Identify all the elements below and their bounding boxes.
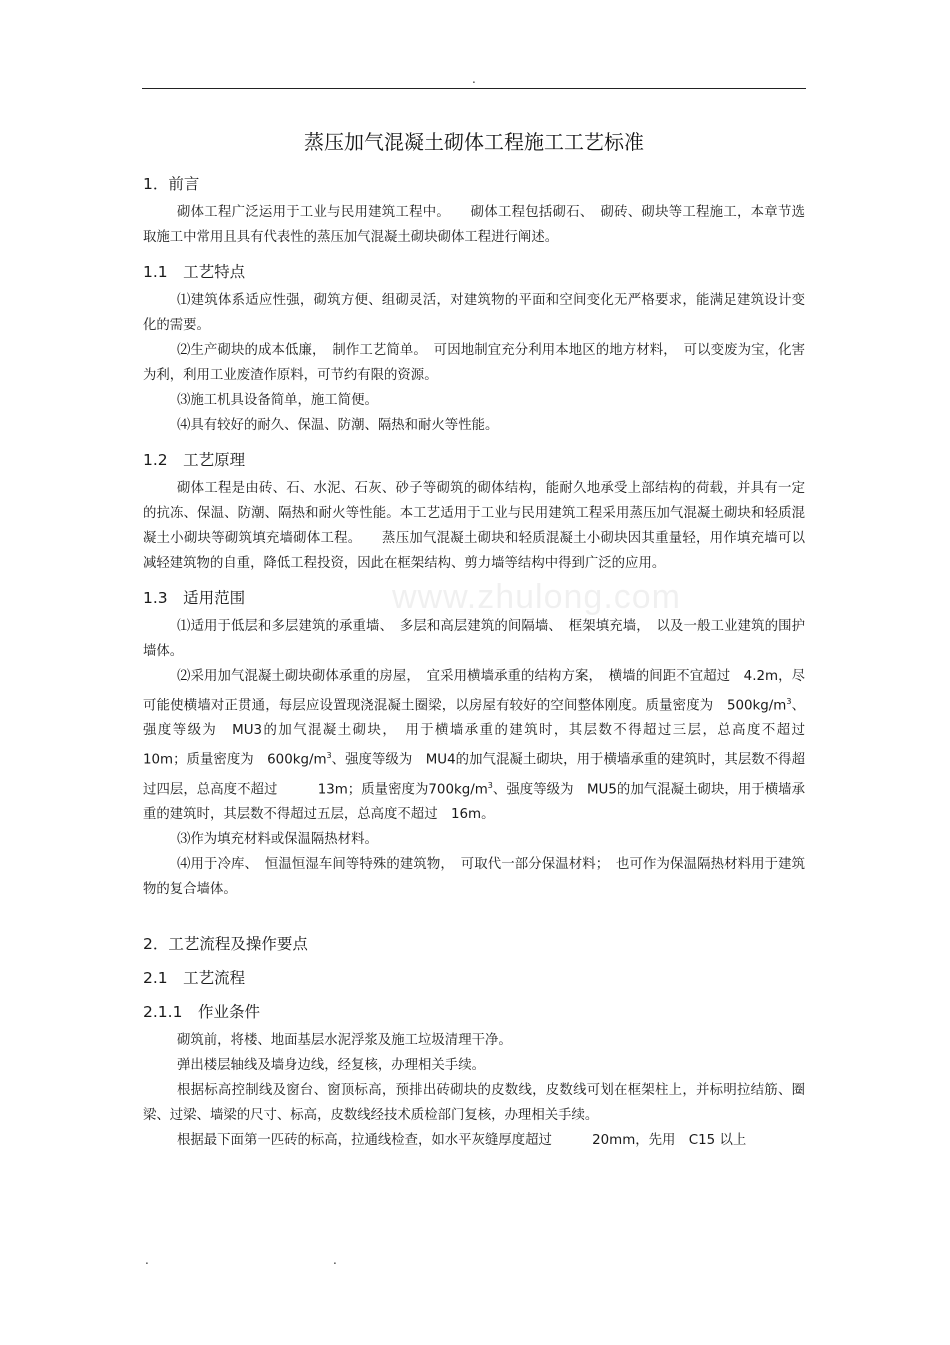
item-2-part-d: 、强度等级为 MU5的加气混凝土砌块，用于横墙承重的建筑时，其层数不得超过五层，总高度不超过 16m。 <box>143 782 805 823</box>
header-dot: . <box>472 72 476 86</box>
section-2-heading: 2．工艺流程及操作要点 <box>143 935 308 954</box>
section-2-1-1-item-2: 弹出楼层轴线及墙身边线，经复核，办理相关手续。 <box>177 1058 485 1074</box>
superscript-3: 3 <box>487 780 493 790</box>
section-2-1-1-item-4: 根据最下面第一匹砖的标高，拉通线检查，如水平灰缝厚度超过 20mm，先用 C15 以上 <box>177 1133 747 1149</box>
section-1-3-item-1: ⑴适用于低层和多层建筑的承重墙、 多层和高层建筑的间隔墙、 框架填充墙， 以及一般工业建筑的围护墙体。 <box>143 619 805 659</box>
superscript-2: 3 <box>326 751 332 761</box>
section-1-1-item-2: ⑵生产砌块的成本低廉， 制作工艺简单。 可因地制宜充分利用本地区的地方材料， 可以变废为宝，化害为利，利用工业废渣作原料，可节约有限的资源。 <box>143 343 805 383</box>
section-1-1-item-4: ⑷具有较好的耐久、保温、防潮、隔热和耐火等性能。 <box>177 418 499 433</box>
superscript-1: 3 <box>786 697 792 706</box>
document-body <box>143 122 832 1153</box>
item-2-part-b: 、强度等级为 MU3的加气混凝土砌块， 用于横墙承重的建筑时，其层数不得超过三层，总高度不超过 10m；质量密度为 600kg/m <box>143 698 832 768</box>
section-spacer <box>143 902 805 922</box>
section-1-intro: 砌体工程广泛运用于工业与民用建筑工程中。 砌体工程包括砌石、 砌砖、砌块等工程施工，本章节选取施工中常用且具有代表性的蒸压加气混凝土砌块砌体工程进行阐述。 <box>143 205 805 245</box>
section-1-1-heading: 1.1 工艺特点 <box>143 263 246 281</box>
section-1-3-item-3: ⑶作为填充材料或保温隔热材料。 <box>177 832 378 848</box>
watermark: www.zhulong.com <box>392 578 682 616</box>
section-2-1-1-heading: 2.1.1 作业条件 <box>143 1003 260 1022</box>
section-2-1-1-item-3: 根据标高控制线及窗台、窗顶标高，预排出砖砌块的皮数线，皮数线可划在框架柱上，并标明拉结筋、圈梁、过梁、墙梁的尺寸、标高，皮数线经技术质检部门复核，办理相关手续。 <box>143 1083 805 1124</box>
section-1-3-item-2 <box>143 664 832 827</box>
section-1-heading: 1．前言 <box>143 175 200 193</box>
footer-dot-right: . <box>333 1253 337 1267</box>
item-2-part-c: 、强度等级为 MU4的加气混凝土砌块，用于横墙承重的建筑时，其层数不得超过四层，总高度不超过 13m；质量密度为700kg/m <box>143 752 806 798</box>
section-1-2-heading: 1.2 工艺原理 <box>143 451 246 469</box>
footer-dot-left: . <box>145 1253 149 1267</box>
document-title: 蒸压加气混凝土砌体工程施工工艺标准 <box>304 130 644 154</box>
section-1-3-item-4: ⑷用于冷库、 恒温恒湿车间等特殊的建筑物， 可取代一部分保温材料； 也可作为保温隔热材料用于建筑物的复合墙体。 <box>143 857 805 898</box>
section-2-1-heading: 2.1 工艺流程 <box>143 969 246 988</box>
section-1-1-item-3: ⑶施工机具设备简单，施工简便。 <box>177 393 378 408</box>
section-2-1-1-item-1: 砌筑前，将楼、地面基层水泥浮浆及施工垃圾清理干净。 <box>177 1033 512 1049</box>
item-2-part-a: ⑵采用加气混凝土砌块砌体承重的房屋， 宜采用横墙承重的结构方案， 横墙的间距不宜超过 4.2m，尽可能使横墙对正贯通，每层应设置现浇混凝土圈梁，以房屋有较好的空间整体刚度。质量密度为 500kg/m <box>143 669 805 714</box>
section-1-2-paragraph: 砌体工程是由砖、石、水泥、石灰、砂子等砌筑的砌体结构，能耐久地承受上部结构的荷载，并具有一定的抗冻、保温、防潮、隔热和耐火等性能。本工艺适用于工业与民用建筑工程采用蒸压加气混凝土砌块和轻质混凝土小砌块等砌筑填充墙砌体工程。 蒸压加气混凝土砌块和轻质混凝土小砌块因其重量轻，用作填充墙可以减轻建筑物的自重，降低工程投资，因此在框架结构、剪力墙等结构中得到广泛的应用。 <box>143 481 805 571</box>
section-1-1-item-1: ⑴建筑体系适应性强，砌筑方便、组砌灵活，对建筑物的平面和空间变化无严格要求，能满足建筑设计变化的需要。 <box>143 293 805 333</box>
header-rule <box>142 88 806 89</box>
section-1-3-heading: 1.3 适用范围 <box>143 589 246 607</box>
